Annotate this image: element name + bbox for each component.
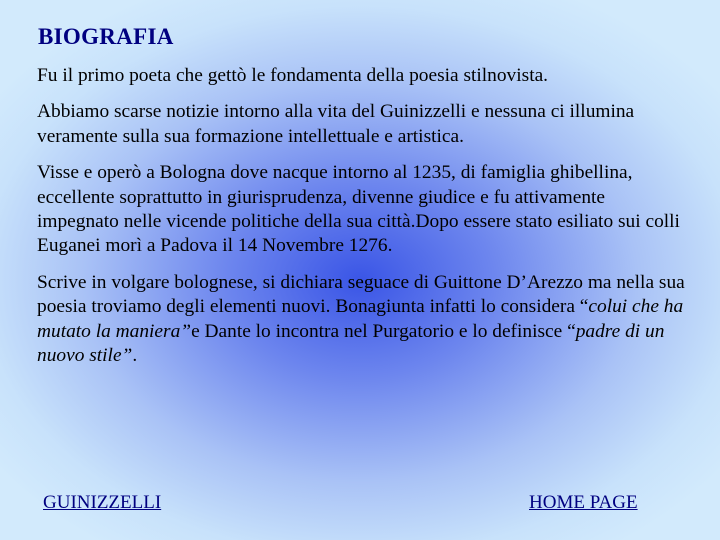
paragraph-style-text-2: e Dante lo incontra nel Purgatorio e lo definisce “ [191,320,576,342]
quote-dante: padre di un nuovo stile” [37,320,665,367]
paragraph-style [37,271,685,369]
paragraph-scarce-news: Abbiamo scarse notizie intorno alla vita del Guinizzelli e nessuna ci illumina veramente sulla sua formazione intellettuale e artistica. [37,101,635,147]
page-title: BIOGRAFIA [38,24,174,49]
paragraph-intro: Fu il primo poeta che gettò le fondamenta della poesia stilnovista. [37,65,549,86]
home-page-link[interactable]: HOME PAGE [529,492,638,513]
paragraph-style-text-3: . [132,345,138,367]
paragraph-style-text-1: Scrive in volgare bolognese, si dichiara seguace di Guittone D’Arezzo ma nella sua poesia troviamo degli elementi nuovi. Bonagiunta infatti lo considera “ [37,271,685,318]
biography-text [37,64,685,379]
quote-bonagiunta: colui che ha mutato la maniera” [37,296,684,342]
guinizzelli-link[interactable]: GUINIZZELLI [43,492,162,513]
paragraph-life: Visse e operò a Bologna dove nacque intorno al 1235, di famiglia ghibellina, eccellente soprattutto in giurisprudenza, divenne giudice e fu attivamente impegnato nelle vicende politiche della sua città.Dopo essere stato esiliato sui colli Euganei morì a Padova il 14 Novembre 1276. [37,162,680,257]
